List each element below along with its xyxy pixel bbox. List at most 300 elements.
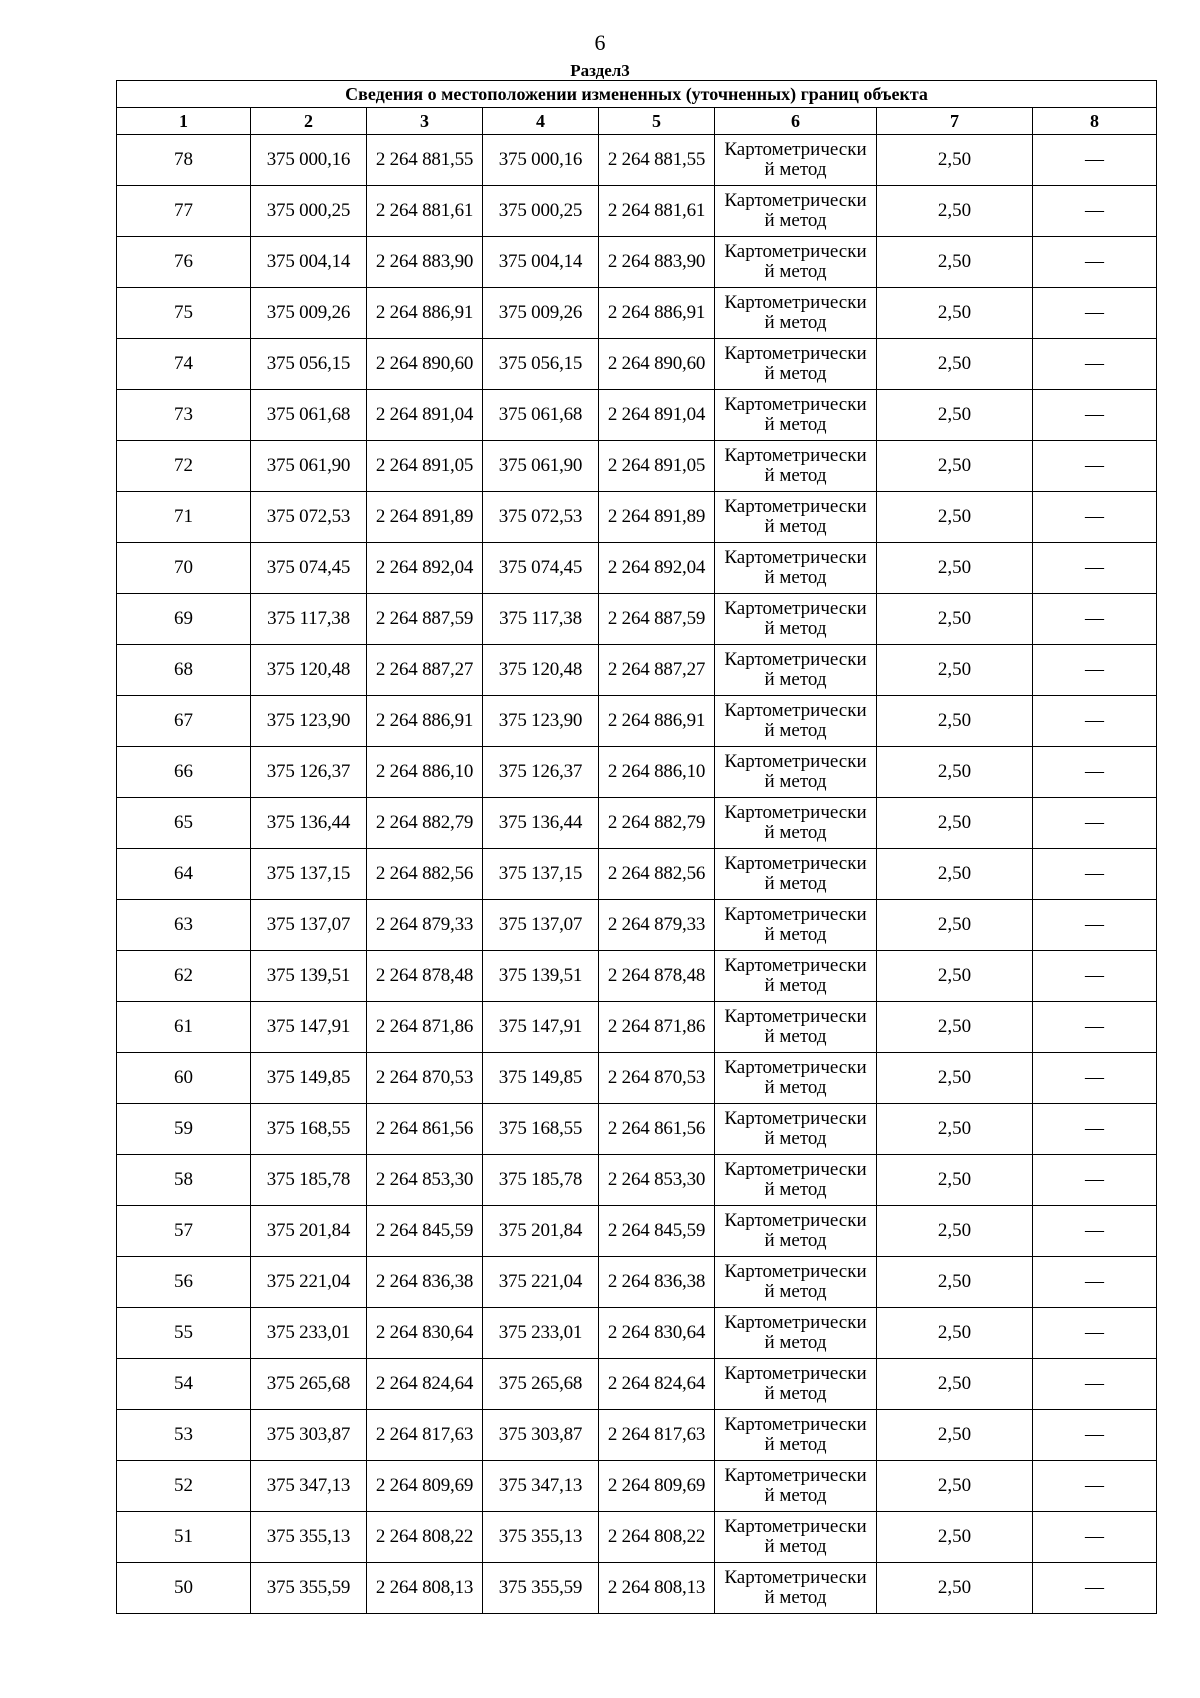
method-text-line2: й метод xyxy=(764,210,827,231)
method-text-line1: Картометрически xyxy=(724,1057,867,1078)
method-text-line2: й метод xyxy=(764,1128,827,1149)
note-cell: — xyxy=(1033,900,1157,951)
method-text-line1: Картометрически xyxy=(724,241,867,262)
x-coordinate-existing-cell: 375 136,44 xyxy=(251,798,367,849)
method-text-line1: Картометрически xyxy=(724,1210,867,1231)
method-text-line1: Картометрически xyxy=(724,343,867,364)
x-coordinate-existing-cell: 375 000,25 xyxy=(251,186,367,237)
column-number: 8 xyxy=(1033,108,1157,135)
x-coordinate-refined-cell: 375 303,87 xyxy=(483,1410,599,1461)
point-number-cell: 67 xyxy=(117,696,251,747)
column-number: 3 xyxy=(367,108,483,135)
table-row xyxy=(117,849,1157,900)
precision-cell: 2,50 xyxy=(877,1206,1033,1257)
method-text-line1: Картометрически xyxy=(724,1261,867,1282)
x-coordinate-refined-cell: 375 185,78 xyxy=(483,1155,599,1206)
y-coordinate-existing-cell: 2 264 817,63 xyxy=(367,1410,483,1461)
method-text-line1: Картометрически xyxy=(724,139,867,160)
point-number-cell: 59 xyxy=(117,1104,251,1155)
precision-cell: 2,50 xyxy=(877,1308,1033,1359)
y-coordinate-existing-cell: 2 264 882,56 xyxy=(367,849,483,900)
y-coordinate-refined-cell: 2 264 886,91 xyxy=(599,696,715,747)
x-coordinate-existing-cell: 375 117,38 xyxy=(251,594,367,645)
method-text-line1: Картометрически xyxy=(724,1312,867,1333)
y-coordinate-refined-cell: 2 264 861,56 xyxy=(599,1104,715,1155)
precision-cell: 2,50 xyxy=(877,645,1033,696)
table-row xyxy=(117,135,1157,186)
y-coordinate-refined-cell: 2 264 809,69 xyxy=(599,1461,715,1512)
point-number-cell: 64 xyxy=(117,849,251,900)
y-coordinate-existing-cell: 2 264 808,13 xyxy=(367,1563,483,1614)
method-text-line2: й метод xyxy=(764,975,827,996)
method-cell xyxy=(715,492,877,543)
y-coordinate-existing-cell: 2 264 861,56 xyxy=(367,1104,483,1155)
y-coordinate-refined-cell: 2 264 887,27 xyxy=(599,645,715,696)
y-coordinate-existing-cell: 2 264 881,61 xyxy=(367,186,483,237)
note-cell: — xyxy=(1033,1563,1157,1614)
note-cell: — xyxy=(1033,1410,1157,1461)
y-coordinate-existing-cell: 2 264 830,64 xyxy=(367,1308,483,1359)
column-number: 6 xyxy=(715,108,877,135)
note-cell: — xyxy=(1033,492,1157,543)
precision-cell: 2,50 xyxy=(877,1104,1033,1155)
note-cell: — xyxy=(1033,1359,1157,1410)
method-text-line2: й метод xyxy=(764,516,827,537)
precision-cell: 2,50 xyxy=(877,135,1033,186)
method-cell xyxy=(715,237,877,288)
x-coordinate-existing-cell: 375 149,85 xyxy=(251,1053,367,1104)
y-coordinate-refined-cell: 2 264 882,56 xyxy=(599,849,715,900)
method-cell xyxy=(715,543,877,594)
method-text-line1: Картометрически xyxy=(724,1567,867,1588)
y-coordinate-refined-cell: 2 264 879,33 xyxy=(599,900,715,951)
point-number-cell: 55 xyxy=(117,1308,251,1359)
x-coordinate-existing-cell: 375 000,16 xyxy=(251,135,367,186)
x-coordinate-refined-cell: 375 168,55 xyxy=(483,1104,599,1155)
y-coordinate-refined-cell: 2 264 887,59 xyxy=(599,594,715,645)
table-row xyxy=(117,186,1157,237)
method-text-line1: Картометрически xyxy=(724,955,867,976)
note-cell: — xyxy=(1033,1461,1157,1512)
method-cell xyxy=(715,1512,877,1563)
y-coordinate-refined-cell: 2 264 808,13 xyxy=(599,1563,715,1614)
table-row xyxy=(117,1359,1157,1410)
y-coordinate-refined-cell: 2 264 882,79 xyxy=(599,798,715,849)
x-coordinate-refined-cell: 375 072,53 xyxy=(483,492,599,543)
note-cell: — xyxy=(1033,1053,1157,1104)
x-coordinate-refined-cell: 375 355,59 xyxy=(483,1563,599,1614)
note-cell: — xyxy=(1033,186,1157,237)
boundary-coordinates-table xyxy=(116,80,1157,1614)
x-coordinate-refined-cell: 375 347,13 xyxy=(483,1461,599,1512)
table-row xyxy=(117,1155,1157,1206)
y-coordinate-refined-cell: 2 264 881,55 xyxy=(599,135,715,186)
point-number-cell: 56 xyxy=(117,1257,251,1308)
method-text-line1: Картометрически xyxy=(724,547,867,568)
y-coordinate-refined-cell: 2 264 824,64 xyxy=(599,1359,715,1410)
x-coordinate-refined-cell: 375 074,45 xyxy=(483,543,599,594)
x-coordinate-refined-cell: 375 201,84 xyxy=(483,1206,599,1257)
y-coordinate-refined-cell: 2 264 886,10 xyxy=(599,747,715,798)
y-coordinate-refined-cell: 2 264 871,86 xyxy=(599,1002,715,1053)
note-cell: — xyxy=(1033,1002,1157,1053)
method-cell xyxy=(715,747,877,798)
method-text-line1: Картометрически xyxy=(724,802,867,823)
y-coordinate-refined-cell: 2 264 878,48 xyxy=(599,951,715,1002)
point-number-cell: 68 xyxy=(117,645,251,696)
method-cell xyxy=(715,1461,877,1512)
x-coordinate-refined-cell: 375 061,90 xyxy=(483,441,599,492)
method-cell xyxy=(715,1002,877,1053)
table-caption: Сведения о местоположении измененных (уточненных) границ объекта xyxy=(117,81,1157,108)
y-coordinate-refined-cell: 2 264 891,04 xyxy=(599,390,715,441)
y-coordinate-refined-cell: 2 264 817,63 xyxy=(599,1410,715,1461)
table-row xyxy=(117,1206,1157,1257)
method-text-line1: Картометрически xyxy=(724,190,867,211)
precision-cell: 2,50 xyxy=(877,441,1033,492)
y-coordinate-existing-cell: 2 264 883,90 xyxy=(367,237,483,288)
y-coordinate-existing-cell: 2 264 871,86 xyxy=(367,1002,483,1053)
table-row xyxy=(117,594,1157,645)
method-text-line1: Картометрически xyxy=(724,649,867,670)
y-coordinate-existing-cell: 2 264 836,38 xyxy=(367,1257,483,1308)
x-coordinate-refined-cell: 375 265,68 xyxy=(483,1359,599,1410)
x-coordinate-existing-cell: 375 061,68 xyxy=(251,390,367,441)
method-text-line1: Картометрически xyxy=(724,1006,867,1027)
note-cell: — xyxy=(1033,441,1157,492)
note-cell: — xyxy=(1033,747,1157,798)
page-number: 6 xyxy=(594,30,606,55)
note-cell: — xyxy=(1033,543,1157,594)
note-cell: — xyxy=(1033,237,1157,288)
method-text-line1: Картометрически xyxy=(724,1516,867,1537)
note-cell: — xyxy=(1033,1308,1157,1359)
x-coordinate-refined-cell: 375 126,37 xyxy=(483,747,599,798)
note-cell: — xyxy=(1033,339,1157,390)
note-cell: — xyxy=(1033,594,1157,645)
method-cell xyxy=(715,288,877,339)
method-text-line1: Картометрически xyxy=(724,292,867,313)
x-coordinate-refined-cell: 375 117,38 xyxy=(483,594,599,645)
method-cell xyxy=(715,1104,877,1155)
column-number: 5 xyxy=(599,108,715,135)
table-row xyxy=(117,1461,1157,1512)
precision-cell: 2,50 xyxy=(877,1563,1033,1614)
y-coordinate-existing-cell: 2 264 809,69 xyxy=(367,1461,483,1512)
point-number-cell: 58 xyxy=(117,1155,251,1206)
note-cell: — xyxy=(1033,1257,1157,1308)
x-coordinate-refined-cell: 375 000,25 xyxy=(483,186,599,237)
table-row xyxy=(117,237,1157,288)
column-number: 1 xyxy=(117,108,251,135)
method-cell xyxy=(715,645,877,696)
y-coordinate-existing-cell: 2 264 845,59 xyxy=(367,1206,483,1257)
method-text-line2: й метод xyxy=(764,567,827,588)
method-text-line1: Картометрически xyxy=(724,751,867,772)
y-coordinate-existing-cell: 2 264 824,64 xyxy=(367,1359,483,1410)
point-number-cell: 76 xyxy=(117,237,251,288)
x-coordinate-existing-cell: 375 004,14 xyxy=(251,237,367,288)
precision-cell: 2,50 xyxy=(877,900,1033,951)
table-row xyxy=(117,1257,1157,1308)
method-text-line2: й метод xyxy=(764,363,827,384)
point-number-cell: 50 xyxy=(117,1563,251,1614)
table-row xyxy=(117,441,1157,492)
method-cell xyxy=(715,696,877,747)
point-number-cell: 63 xyxy=(117,900,251,951)
x-coordinate-existing-cell: 375 056,15 xyxy=(251,339,367,390)
method-text-line2: й метод xyxy=(764,1230,827,1251)
method-text-line2: й метод xyxy=(764,1587,827,1608)
method-text-line2: й метод xyxy=(764,1485,827,1506)
method-cell xyxy=(715,441,877,492)
section-title: Раздел3 xyxy=(570,61,630,80)
x-coordinate-refined-cell: 375 061,68 xyxy=(483,390,599,441)
table-row xyxy=(117,1512,1157,1563)
y-coordinate-existing-cell: 2 264 882,79 xyxy=(367,798,483,849)
y-coordinate-refined-cell: 2 264 891,05 xyxy=(599,441,715,492)
method-cell xyxy=(715,1257,877,1308)
x-coordinate-existing-cell: 375 137,07 xyxy=(251,900,367,951)
x-coordinate-existing-cell: 375 355,13 xyxy=(251,1512,367,1563)
precision-cell: 2,50 xyxy=(877,1461,1033,1512)
x-coordinate-existing-cell: 375 061,90 xyxy=(251,441,367,492)
point-number-cell: 73 xyxy=(117,390,251,441)
method-text-line1: Картометрически xyxy=(724,1363,867,1384)
method-cell xyxy=(715,390,877,441)
x-coordinate-existing-cell: 375 201,84 xyxy=(251,1206,367,1257)
method-text-line2: й метод xyxy=(764,924,827,945)
y-coordinate-refined-cell: 2 264 881,61 xyxy=(599,186,715,237)
point-number-cell: 57 xyxy=(117,1206,251,1257)
precision-cell: 2,50 xyxy=(877,288,1033,339)
method-text-line2: й метод xyxy=(764,1026,827,1047)
y-coordinate-refined-cell: 2 264 836,38 xyxy=(599,1257,715,1308)
point-number-cell: 72 xyxy=(117,441,251,492)
precision-cell: 2,50 xyxy=(877,747,1033,798)
precision-cell: 2,50 xyxy=(877,237,1033,288)
column-number: 2 xyxy=(251,108,367,135)
method-cell xyxy=(715,1053,877,1104)
method-text-line1: Картометрически xyxy=(724,598,867,619)
method-text-line2: й метод xyxy=(764,1434,827,1455)
x-coordinate-refined-cell: 375 123,90 xyxy=(483,696,599,747)
x-coordinate-existing-cell: 375 123,90 xyxy=(251,696,367,747)
method-cell xyxy=(715,1359,877,1410)
method-text-line1: Картометрически xyxy=(724,700,867,721)
y-coordinate-existing-cell: 2 264 891,05 xyxy=(367,441,483,492)
note-cell: — xyxy=(1033,1155,1157,1206)
table-row xyxy=(117,747,1157,798)
x-coordinate-existing-cell: 375 072,53 xyxy=(251,492,367,543)
method-cell xyxy=(715,1206,877,1257)
y-coordinate-existing-cell: 2 264 881,55 xyxy=(367,135,483,186)
y-coordinate-existing-cell: 2 264 853,30 xyxy=(367,1155,483,1206)
method-text-line1: Картометрически xyxy=(724,445,867,466)
y-coordinate-refined-cell: 2 264 891,89 xyxy=(599,492,715,543)
y-coordinate-existing-cell: 2 264 886,91 xyxy=(367,696,483,747)
note-cell: — xyxy=(1033,849,1157,900)
point-number-cell: 66 xyxy=(117,747,251,798)
precision-cell: 2,50 xyxy=(877,390,1033,441)
table-row xyxy=(117,798,1157,849)
table-row xyxy=(117,1002,1157,1053)
point-number-cell: 65 xyxy=(117,798,251,849)
x-coordinate-refined-cell: 375 137,15 xyxy=(483,849,599,900)
note-cell: — xyxy=(1033,696,1157,747)
x-coordinate-existing-cell: 375 147,91 xyxy=(251,1002,367,1053)
note-cell: — xyxy=(1033,951,1157,1002)
method-text-line2: й метод xyxy=(764,1536,827,1557)
y-coordinate-existing-cell: 2 264 886,10 xyxy=(367,747,483,798)
x-coordinate-refined-cell: 375 149,85 xyxy=(483,1053,599,1104)
method-text-line2: й метод xyxy=(764,873,827,894)
table-row xyxy=(117,1308,1157,1359)
y-coordinate-refined-cell: 2 264 830,64 xyxy=(599,1308,715,1359)
y-coordinate-existing-cell: 2 264 891,04 xyxy=(367,390,483,441)
note-cell: — xyxy=(1033,135,1157,186)
note-cell: — xyxy=(1033,645,1157,696)
x-coordinate-refined-cell: 375 147,91 xyxy=(483,1002,599,1053)
x-coordinate-existing-cell: 375 303,87 xyxy=(251,1410,367,1461)
note-cell: — xyxy=(1033,288,1157,339)
method-text-line2: й метод xyxy=(764,414,827,435)
x-coordinate-refined-cell: 375 139,51 xyxy=(483,951,599,1002)
x-coordinate-existing-cell: 375 168,55 xyxy=(251,1104,367,1155)
x-coordinate-existing-cell: 375 139,51 xyxy=(251,951,367,1002)
precision-cell: 2,50 xyxy=(877,186,1033,237)
x-coordinate-refined-cell: 375 221,04 xyxy=(483,1257,599,1308)
point-number-cell: 52 xyxy=(117,1461,251,1512)
method-cell xyxy=(715,798,877,849)
method-text-line2: й метод xyxy=(764,720,827,741)
point-number-cell: 53 xyxy=(117,1410,251,1461)
method-text-line1: Картометрически xyxy=(724,1159,867,1180)
y-coordinate-existing-cell: 2 264 887,59 xyxy=(367,594,483,645)
table-row xyxy=(117,1410,1157,1461)
method-text-line2: й метод xyxy=(764,465,827,486)
method-text-line1: Картометрически xyxy=(724,1108,867,1129)
point-number-cell: 74 xyxy=(117,339,251,390)
table-row xyxy=(117,390,1157,441)
note-cell: — xyxy=(1033,1512,1157,1563)
method-text-line1: Картометрически xyxy=(724,1465,867,1486)
y-coordinate-existing-cell: 2 264 886,91 xyxy=(367,288,483,339)
precision-cell: 2,50 xyxy=(877,951,1033,1002)
y-coordinate-existing-cell: 2 264 879,33 xyxy=(367,900,483,951)
y-coordinate-refined-cell: 2 264 883,90 xyxy=(599,237,715,288)
precision-cell: 2,50 xyxy=(877,492,1033,543)
x-coordinate-refined-cell: 375 120,48 xyxy=(483,645,599,696)
method-cell xyxy=(715,900,877,951)
x-coordinate-refined-cell: 375 136,44 xyxy=(483,798,599,849)
y-coordinate-existing-cell: 2 264 887,27 xyxy=(367,645,483,696)
method-cell xyxy=(715,1563,877,1614)
precision-cell: 2,50 xyxy=(877,543,1033,594)
table-row xyxy=(117,951,1157,1002)
x-coordinate-refined-cell: 375 233,01 xyxy=(483,1308,599,1359)
method-cell xyxy=(715,1308,877,1359)
point-number-cell: 75 xyxy=(117,288,251,339)
x-coordinate-existing-cell: 375 233,01 xyxy=(251,1308,367,1359)
point-number-cell: 77 xyxy=(117,186,251,237)
y-coordinate-refined-cell: 2 264 886,91 xyxy=(599,288,715,339)
method-cell xyxy=(715,849,877,900)
precision-cell: 2,50 xyxy=(877,1257,1033,1308)
table-row xyxy=(117,1104,1157,1155)
method-text-line2: й метод xyxy=(764,618,827,639)
method-text-line1: Картометрически xyxy=(724,853,867,874)
x-coordinate-existing-cell: 375 347,13 xyxy=(251,1461,367,1512)
table-caption-row xyxy=(117,81,1157,108)
y-coordinate-refined-cell: 2 264 892,04 xyxy=(599,543,715,594)
method-text-line2: й метод xyxy=(764,669,827,690)
point-number-cell: 54 xyxy=(117,1359,251,1410)
point-number-cell: 62 xyxy=(117,951,251,1002)
method-cell xyxy=(715,1410,877,1461)
precision-cell: 2,50 xyxy=(877,339,1033,390)
precision-cell: 2,50 xyxy=(877,696,1033,747)
point-number-cell: 71 xyxy=(117,492,251,543)
method-text-line2: й метод xyxy=(764,1332,827,1353)
method-text-line1: Картометрически xyxy=(724,496,867,517)
x-coordinate-existing-cell: 375 185,78 xyxy=(251,1155,367,1206)
y-coordinate-existing-cell: 2 264 891,89 xyxy=(367,492,483,543)
method-text-line2: й метод xyxy=(764,261,827,282)
precision-cell: 2,50 xyxy=(877,849,1033,900)
table-row xyxy=(117,543,1157,594)
point-number-cell: 51 xyxy=(117,1512,251,1563)
table-row xyxy=(117,339,1157,390)
precision-cell: 2,50 xyxy=(877,1410,1033,1461)
y-coordinate-refined-cell: 2 264 808,22 xyxy=(599,1512,715,1563)
y-coordinate-existing-cell: 2 264 892,04 xyxy=(367,543,483,594)
method-text-line1: Картометрически xyxy=(724,394,867,415)
point-number-cell: 70 xyxy=(117,543,251,594)
precision-cell: 2,50 xyxy=(877,1002,1033,1053)
method-cell xyxy=(715,594,877,645)
x-coordinate-existing-cell: 375 137,15 xyxy=(251,849,367,900)
x-coordinate-existing-cell: 375 126,37 xyxy=(251,747,367,798)
x-coordinate-existing-cell: 375 221,04 xyxy=(251,1257,367,1308)
column-number-row xyxy=(117,108,1157,135)
table-row xyxy=(117,288,1157,339)
x-coordinate-existing-cell: 375 009,26 xyxy=(251,288,367,339)
x-coordinate-refined-cell: 375 056,15 xyxy=(483,339,599,390)
x-coordinate-existing-cell: 375 074,45 xyxy=(251,543,367,594)
y-coordinate-existing-cell: 2 264 878,48 xyxy=(367,951,483,1002)
y-coordinate-existing-cell: 2 264 808,22 xyxy=(367,1512,483,1563)
note-cell: — xyxy=(1033,1104,1157,1155)
method-cell xyxy=(715,135,877,186)
method-cell xyxy=(715,1155,877,1206)
y-coordinate-existing-cell: 2 264 890,60 xyxy=(367,339,483,390)
note-cell: — xyxy=(1033,798,1157,849)
x-coordinate-refined-cell: 375 137,07 xyxy=(483,900,599,951)
y-coordinate-refined-cell: 2 264 890,60 xyxy=(599,339,715,390)
method-text-line2: й метод xyxy=(764,1383,827,1404)
table-row xyxy=(117,1053,1157,1104)
y-coordinate-refined-cell: 2 264 845,59 xyxy=(599,1206,715,1257)
precision-cell: 2,50 xyxy=(877,1155,1033,1206)
method-text-line2: й метод xyxy=(764,771,827,792)
precision-cell: 2,50 xyxy=(877,1512,1033,1563)
point-number-cell: 60 xyxy=(117,1053,251,1104)
method-cell xyxy=(715,951,877,1002)
table-row xyxy=(117,696,1157,747)
y-coordinate-existing-cell: 2 264 870,53 xyxy=(367,1053,483,1104)
table-row xyxy=(117,900,1157,951)
